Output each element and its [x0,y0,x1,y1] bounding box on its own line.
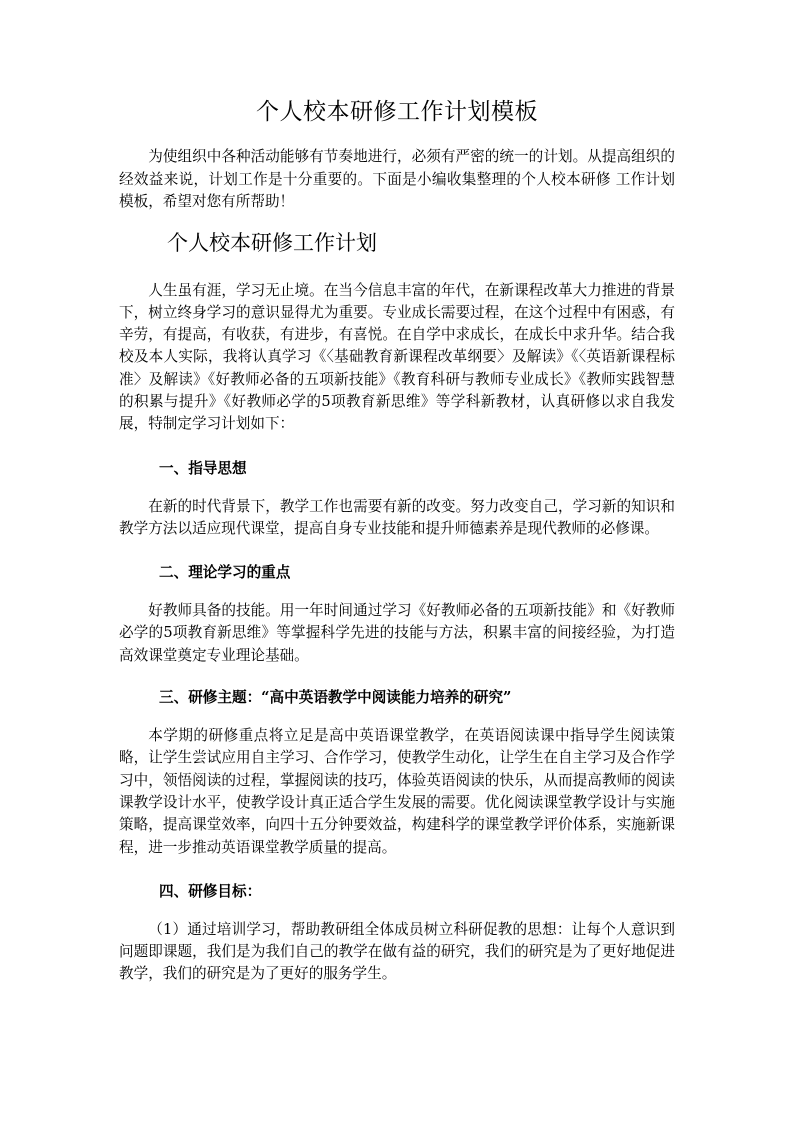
intro-paragraph: 为使组织中各种活动能够有节奏地进行，必须有严密的统一的计划。从提高组织的经效益来说，计划工作是十分重要的。下面是小编收集整理的个人校本研修 工作计划 模板，希望对您有所帮助！ [119,148,675,210]
section-heading-guiding-principle: 一、指导思想 [159,459,247,477]
section-heading-theory-focus: 二、理论学习的重点 [159,564,291,582]
section-text-guiding-principle: 在新的时代背景下，教学工作也需要有新的改变。努力改变自己，学习新的知识和教学方法以适应现代课堂，提高自身专业技能和提升师德素养是现代教师的必修课。 [119,497,675,537]
section-text-theory-focus: 好教师具备的技能。用一年时间通过学习《好教师必备的五项新技能》和《好教师必学的5项教育新思维》等掌握科学先进的技能与方法，积累丰富的间接经验，为打造高效课堂奠定专业理论基础。 [119,602,675,664]
document-title: 个人校本研修工作计划模板 [256,99,538,125]
plan-title: 个人校本研修工作计划 [167,230,377,255]
section-heading-research-topic: 三、研修主题：“高中英语教学中阅读能力培养的研究” [159,689,512,707]
document-body [119,96,675,986]
opening-paragraph: 人生虽有涯，学习无止境。在当今信息丰富的年代，在新课程改革大力推进的背景下，树立终身学习的意识显得尤为重要。专业成长需要过程，在这个过程中有困惑，有辛劳，有提高，有收获，有进步，有喜悦。在自学中求成长，在成长中求升华。结合我校及本人实际，我将认真学习《〈基础教育新课程改革纲要〉及解读》《〈英语新课程标准〉及解读》《好教师必备的五项新技能》《教育科研与教师专业成长》《教师实践智慧的积累与提升》《好教师必学的5项教育新思维》等学科新教材，认真研修以求自我发展，特制定学习计划如下： [119,281,675,433]
section-heading-research-goals: 四、研修目标： [159,882,262,900]
section-text-research-topic: 本学期的研修重点将立足是高中英语课堂教学，在英语阅读课中指导学生阅读策略，让学生尝试应用自主学习、合作学习，使教学生动化，让学生在自主学习及合作学习中，领悟阅读的过程，掌握阅读的技巧，体验英语阅读的快乐，从而提高教师的阅读课教学设计水平，使教学设计真正适合学生发展的需要。优化阅读课堂教学设计与实施策略，提高课堂效率，向四十五分钟要效益，构建科学的课堂教学评价体系，实施新课程，进一步推动英语课堂教学质量的提高。 [119,727,675,856]
goal-item: （1）通过培训学习，帮助教研组全体成员树立科研促教的思想：让每个人意识到问题即课题，我们是为我们自己的教学在做有益的研究，我们的研究是为了更好地促进教学，我们的研究是为了更好的服务学生。 [119,920,675,983]
